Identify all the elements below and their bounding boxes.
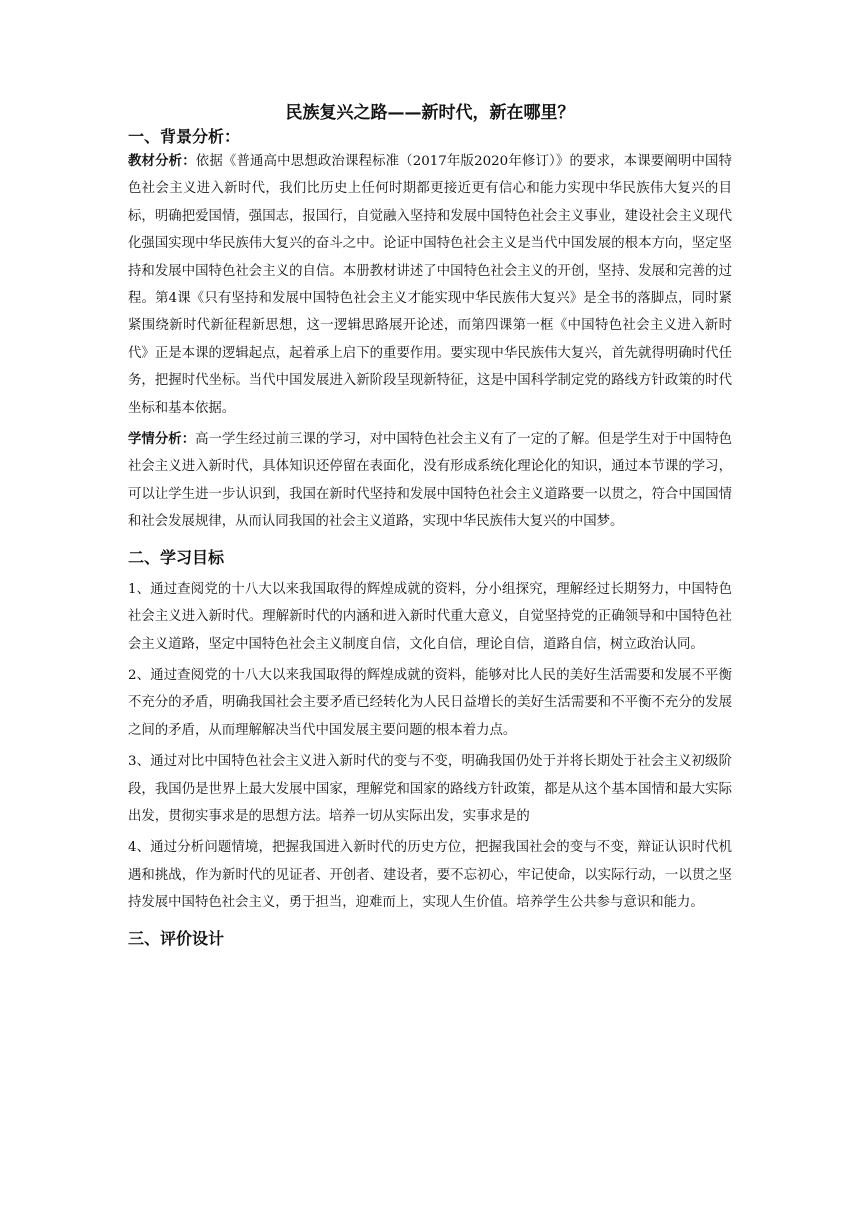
- student-analysis-paragraph: [128, 426, 732, 536]
- learning-goal-item: 1、通过查阅党的十八大以来我国取得的辉煌成就的资料，分小组探究，理解经过长期努力，中国特色社会主义进入新时代。理解新时代的内涵和进入新时代重大意义，自觉坚持党的正确领导和中国特色社会主义道路，坚定中国特色社会主义制度自信，文化自信，理论自信，道路自信，树立政治认同。: [128, 581, 732, 652]
- learning-goal-item: 2、通过查阅党的十八大以来我国取得的辉煌成就的资料，能够对比人民的美好生活需要和发展不平衡不充分的矛盾，明确我国社会主要矛盾已经转化为人民日益增长的美好生活需要和不平衡不充分的发展之间的矛盾，从而理解解决当代中国发展主要问题的根本着力点。: [128, 667, 732, 738]
- section-heading-background: 一、背景分析：: [128, 127, 241, 146]
- document-page: [128, 100, 732, 957]
- textbook-analysis-text: 依据《普通高中思想政治课程标准（2017年版2020年修订）》的要求，本课要阐明中国特色社会主义进入新时代，我们比历史上任何时期都更接近更有信心和能力实现中华民族伟大复兴的目标，明确把爱国情，强国志，报国行，自觉融入坚持和发展中国特色社会主义事业，建设社会主义现代化强国实现中华民族伟大复兴的奋斗之中。论证中国特色社会主义是当代中国发展的根本方向，坚定坚持和发展中国特色社会主义的自信。本册教材讲述了中国特色社会主义的开创，坚持、发展和完善的过程。第4课《只有坚持和发展中国特色社会主义才能实现中华民族伟大复兴》是全书的落脚点，同时紧紧围绕新时代新征程新思想，这一逻辑思路展开论述，而第四课第一框《中国特色社会主义进入新时代》正是本课的逻辑起点，起着承上启下的重要作用。要实现中华民族伟大复兴，首先就得明确时代任务，把握时代坐标。当代中国发展进入新阶段呈现新特征，这是中国科学制定党的路线方针政策的时代坐标和基本依据。: [128, 154, 732, 416]
- document-title: 民族复兴之路——新时代，新在哪里？: [285, 103, 575, 123]
- learning-goal-item: 3、通过对比中国特色社会主义进入新时代的变与不变，明确我国仍处于并将长期处于社会主义初级阶段，我国仍是世界上最大发展中国家，理解党和国家的路线方针政策，都是从这个基本国情和最大实际出发，贯彻实事求是的思想方法。培养一切从实际出发，实事求是的: [128, 754, 732, 824]
- textbook-analysis-label: 教材分析：: [128, 154, 196, 169]
- textbook-analysis-paragraph: [128, 148, 732, 422]
- section-heading-learning-goals: 二、学习目标: [128, 547, 225, 567]
- section-heading-evaluation-design: 三、评价设计: [128, 928, 225, 948]
- learning-goal-item: 4、通过分析问题情境，把握我国进入新时代的历史方位，把握我国社会的变与不变，辩证认识时代机遇和挑战，作为新时代的见证者、开创者、建设者，要不忘初心，牢记使命，以实际行动，一以贯之坚持发展中国特色社会主义，勇于担当，迎难而上，实现人生价值。培养学生公共参与意识和能力。: [128, 840, 732, 911]
- student-analysis-label: 学情分析：: [128, 432, 196, 448]
- student-analysis-text: 高一学生经过前三课的学习，对中国特色社会主义有了一定的了解。但是学生对于中国特色社会主义进入新时代，具体知识还停留在表面化，没有形成系统化理论化的知识，通过本节课的学习，可以让学生进一步认识到，我国在新时代坚持和发展中国特色社会主义道路要一以贯之，符合中国国情和社会发展规律，从而认同我国的社会主义道路，实现中华民族伟大复兴的中国梦。: [128, 432, 733, 530]
